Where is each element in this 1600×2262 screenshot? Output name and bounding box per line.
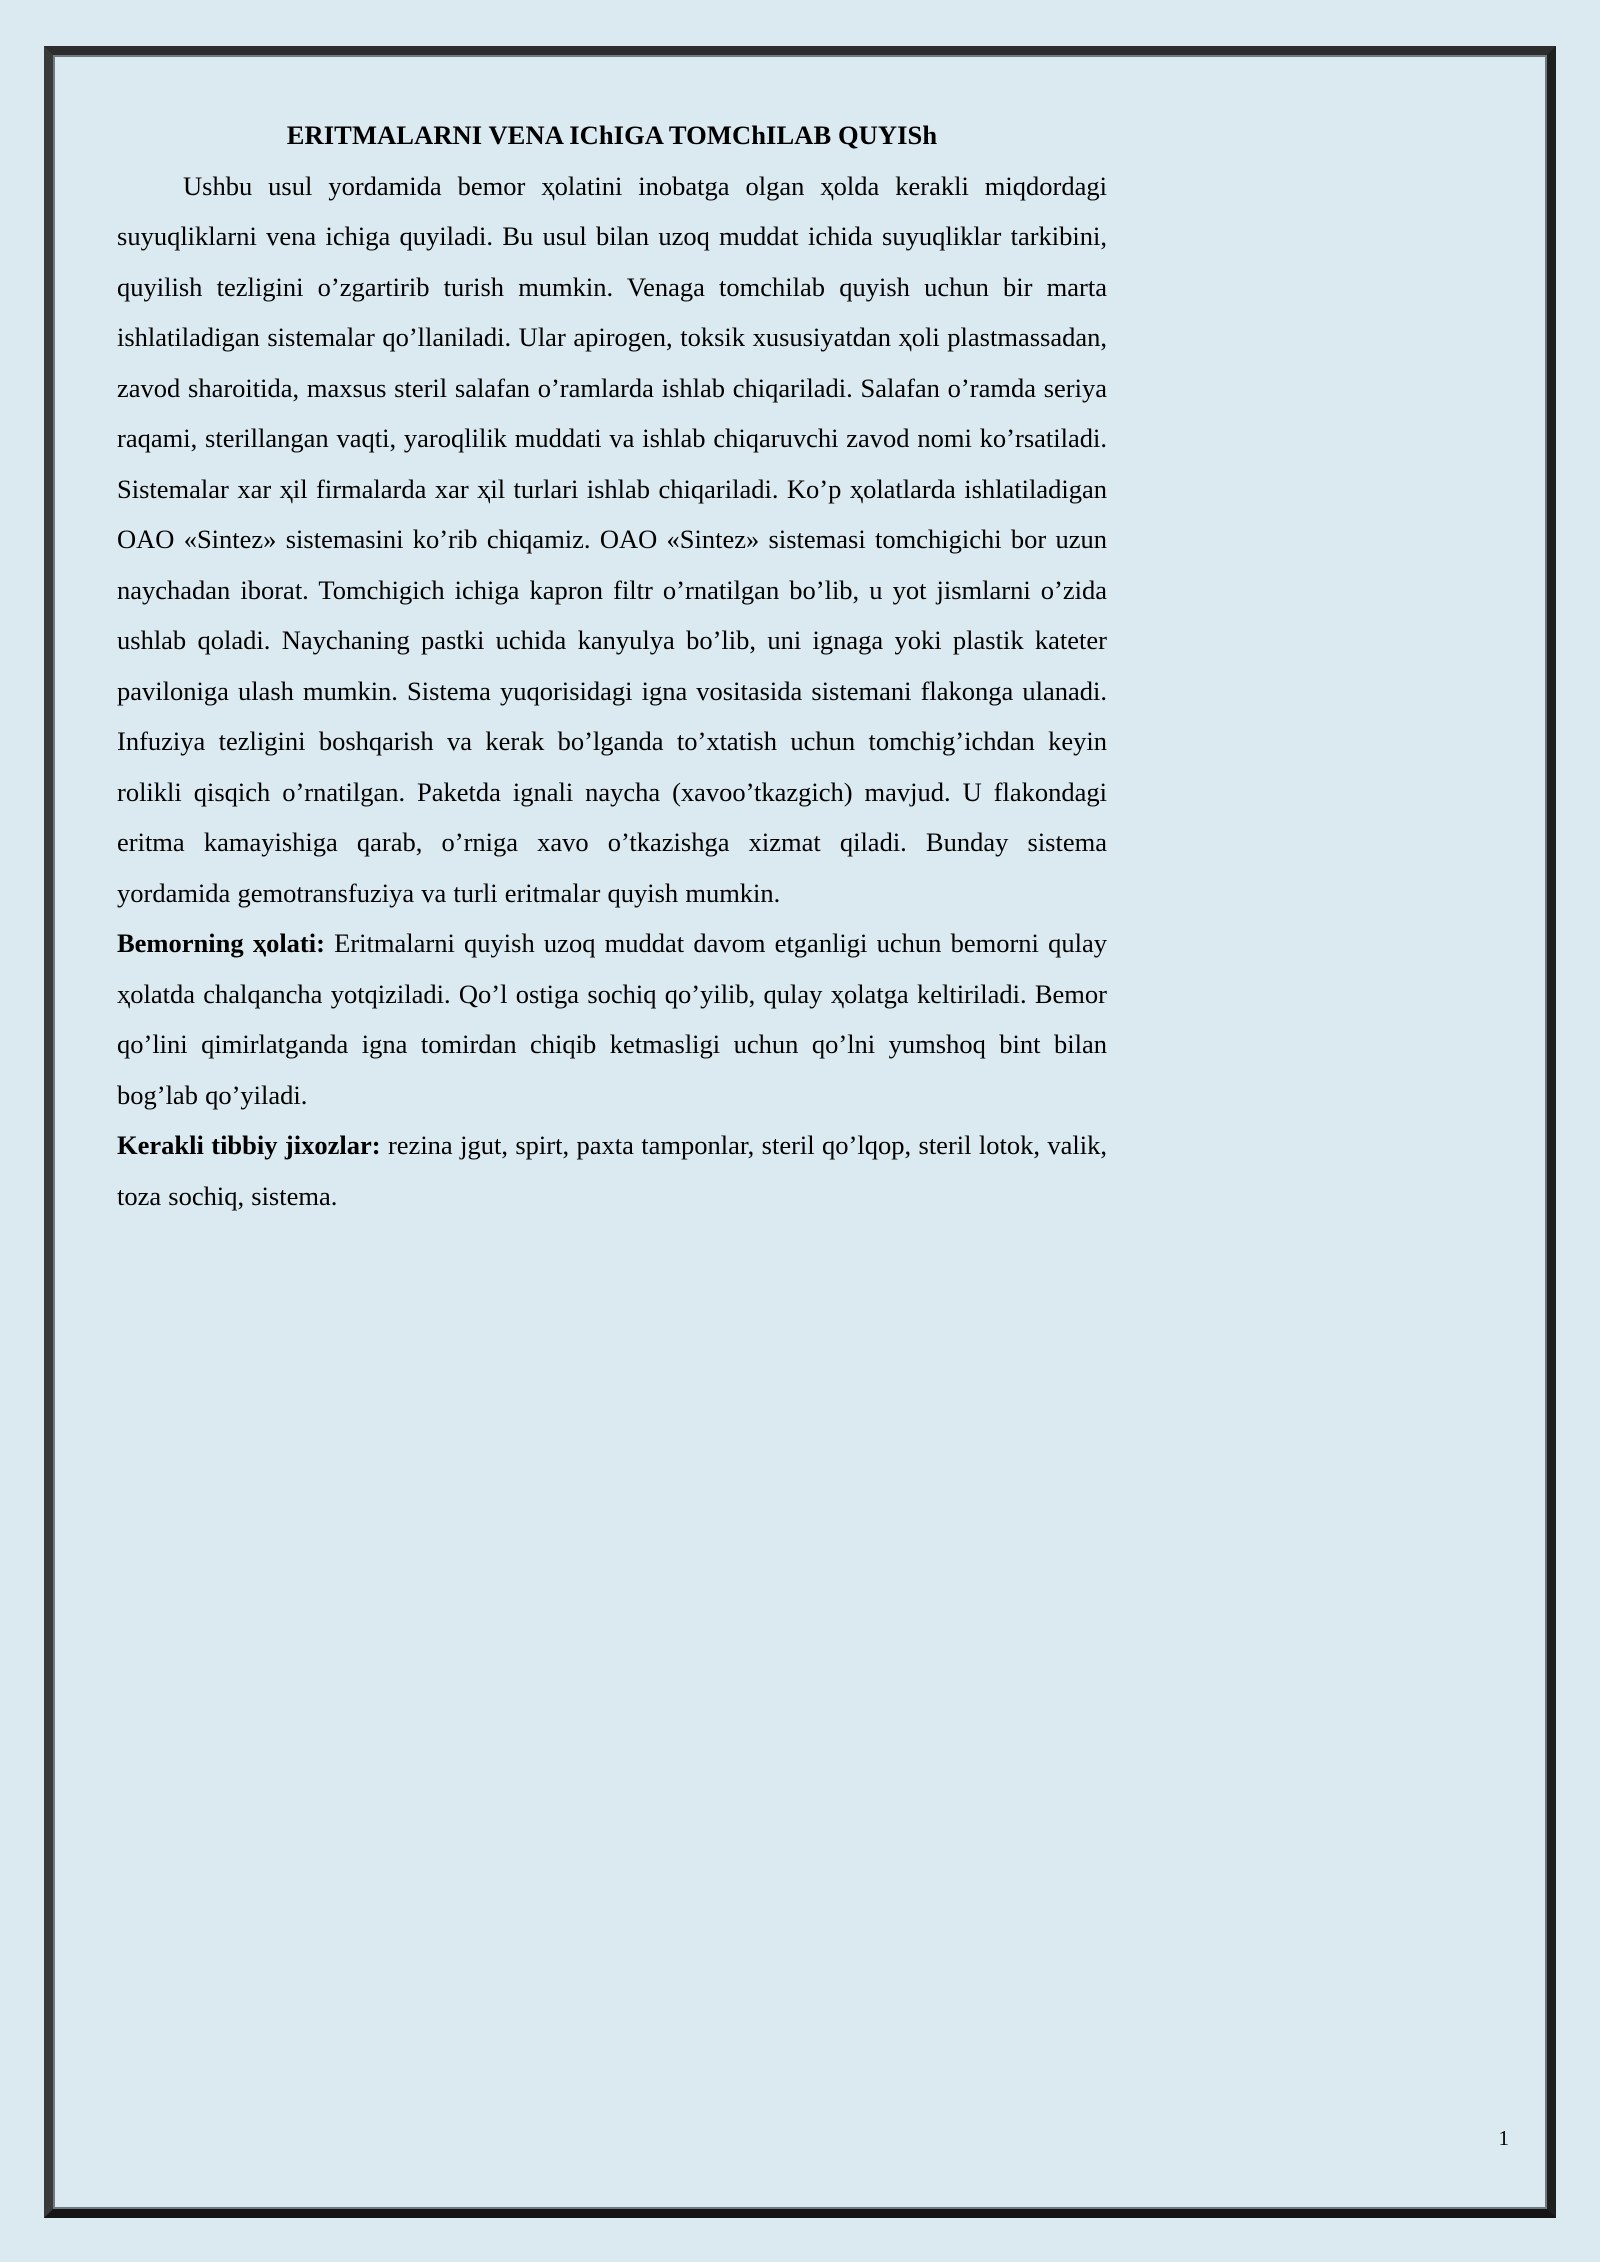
paragraph-required-equipment xyxy=(117,1120,1107,1221)
page-number: 1 xyxy=(1498,2126,1509,2150)
paragraph-intro: Ushbu usul yordamida bemor ҳolatini inobatga olgan ҳolda kerakli miqdordagi suyuqliklarni vena ichiga quyiladi. Bu usul bilan uzoq muddat ichida suyuqliklar tarkibini, quyilish tezligini o’zgartirib turish mumkin. Venaga tomchilab quyish uchun bir marta ishlatiladigan sistemalar qo’llaniladi. Ular apirogen, toksik xususiyatdan ҳoli plastmassadan, zavod sharoitida, maxsus steril salafan o’ramlarda ishlab chiqariladi. Salafan o’ramda seriya raqami, sterillangan vaqti, yaroqlilik muddati va ishlab chiqaruvchi zavod nomi ko’rsatiladi. Sistemalar xar ҳil firmalarda xar ҳil turlari ishlab chiqariladi. Ko’p ҳolatlarda ishlatiladigan OAO «Sintez» sistemasini ko’rib chiqamiz. OAO «Sintez» sistemasi tomchigichi bor uzun naychadan iborat. Tomchigich ichiga kapron filtr o’rnatilgan bo’lib, u yot jismlarni o’zida ushlab qoladi. Naychaning pastki uchida kanyulya bo’lib, uni ignaga yoki plastik kateter paviloniga ulash mumkin. Sistema yuqorisidagi igna vositasida sistemani flakonga ulanadi. Infuziya tezligini boshqarish va kerak bo’lganda to’xtatish uchun tomchig’ichdan keyin rolikli qisqich o’rnatilgan. Paketda ignali naycha (xavoo’tkazgich) mavjud. U flakondagi eritma kamayishiga qarab, o’rniga xavo o’tkazishga xizmat qiladi. Bunday sistema yordamida gemotransfuziya va turli eritmalar quyish mumkin. xyxy=(117,170,1107,908)
page-title: ERITMALARNI VENA IChIGA TOMChILAB QUYISh xyxy=(286,120,938,150)
paragraph-required-equipment-text: rezina jgut, spirt, paxta tamponlar, steril qo’lqop, steril lotok, valik, toza sochiq, sistema. xyxy=(117,1130,1107,1211)
heading-patient-condition: Bemorning ҳolati: xyxy=(117,928,325,959)
paragraph-patient-condition xyxy=(117,918,1107,1120)
document-content xyxy=(117,117,1107,1221)
paragraph-patient-condition-text: Eritmalarni quyish uzoq muddat davom etganligi uchun bemorni qulay ҳolatda chalqancha yotqiziladi. Qo’l ostiga sochiq qo’yilib, qulay ҳolatga keltiriladi. Bemor qo’lini qimirlatganda igna tomirdan chiqib ketmasligi uchun qo’lni yumshoq bint bilan bog’lab qo’yiladi. xyxy=(117,928,1107,1110)
page-border-frame xyxy=(44,46,1556,2218)
heading-required-equipment: Kerakli tibbiy jixozlar: xyxy=(117,1130,381,1161)
